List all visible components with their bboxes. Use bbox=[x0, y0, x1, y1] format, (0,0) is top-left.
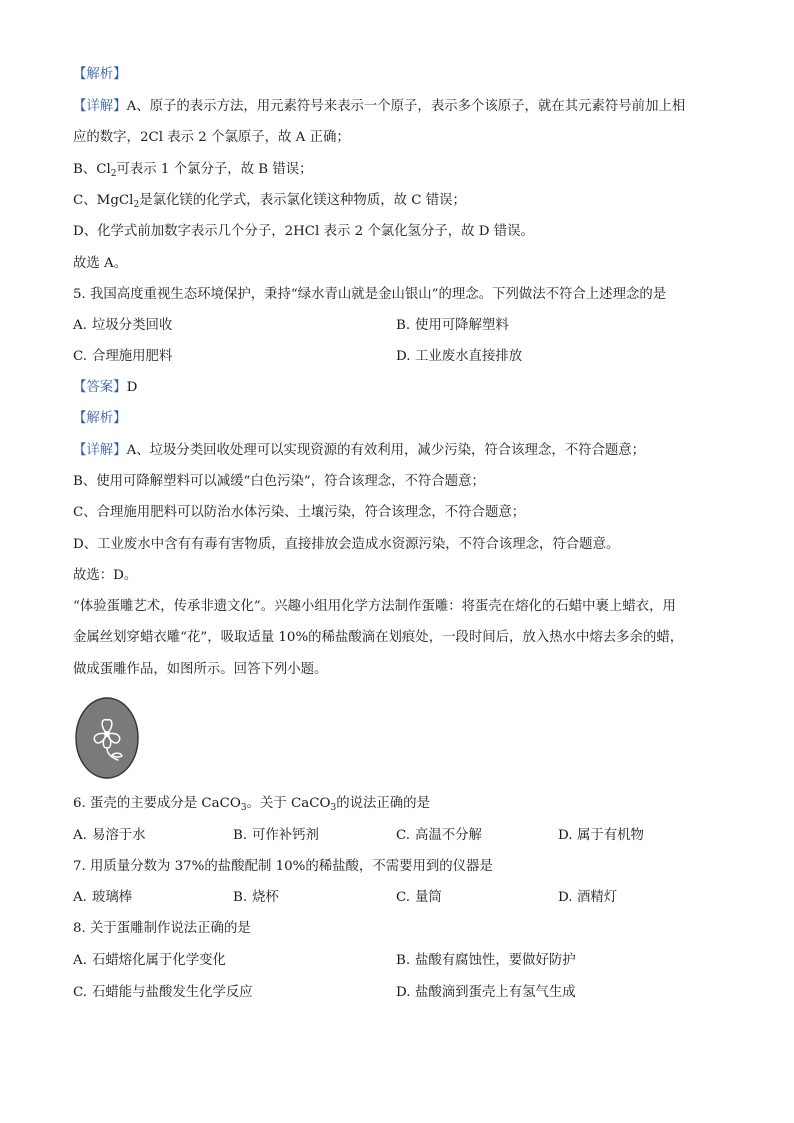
q5-detail-b: B、使用可降解塑料可以减缓“白色污染”，符合该理念，不符合题意； bbox=[73, 474, 485, 489]
analysis-label: 【解析】 bbox=[73, 67, 127, 82]
option-letter: B. bbox=[233, 890, 248, 905]
q5-option-d bbox=[396, 347, 522, 367]
q4-c-post: 是氯化镁的化学式，表示氯化镁这种物质，故 C 错误； bbox=[139, 193, 466, 208]
q6-option-b bbox=[233, 826, 319, 846]
q5-choose: 故选：D。 bbox=[73, 568, 138, 583]
option-letter: B. bbox=[396, 318, 411, 333]
option-letter: C. bbox=[73, 349, 88, 364]
egg-flower-icon bbox=[74, 696, 140, 780]
detail-label: 【详解】 bbox=[73, 99, 127, 114]
option-letter: D. bbox=[558, 828, 573, 843]
option-text: 量筒 bbox=[415, 890, 442, 905]
q8-option-a bbox=[73, 951, 226, 971]
q8-option-b bbox=[396, 951, 576, 971]
q7-option-a bbox=[73, 888, 132, 908]
option-text: 合理施用肥料 bbox=[92, 349, 173, 364]
q7-option-b bbox=[233, 888, 279, 908]
option-text: 易溶于水 bbox=[92, 828, 146, 843]
option-letter: C. bbox=[73, 985, 88, 1000]
option-text: 盐酸有腐蚀性，要做好防护 bbox=[415, 953, 576, 968]
option-letter: C. bbox=[396, 828, 411, 843]
q4-c-pre: C、MgCl bbox=[73, 193, 134, 208]
q4-c-sub: 2 bbox=[133, 200, 140, 210]
option-letter: A. bbox=[73, 318, 87, 333]
option-letter: B. bbox=[233, 828, 248, 843]
option-letter: A. bbox=[73, 828, 87, 843]
q4-detail-a-line2: 应的数字，2Cl 表示 2 个氯原子，故 A 正确； bbox=[73, 130, 350, 145]
q4-b-sub: 2 bbox=[110, 169, 117, 179]
q4-b-post: 可表示 1 个氯分子，故 B 错误； bbox=[116, 162, 313, 177]
option-text: 高温不分解 bbox=[415, 828, 482, 843]
q5-detail-a bbox=[73, 441, 734, 461]
option-letter: D. bbox=[558, 890, 573, 905]
q6-stem-post: 的说法正确的是 bbox=[336, 796, 430, 811]
passage-line1: “体验蛋雕艺术，传承非遗文化”。兴趣小组用化学方法制作蛋雕：将蛋壳在熔化的石蜡中裹上蜡衣，用 bbox=[73, 599, 676, 614]
q4-choose: 故选 A。 bbox=[73, 256, 128, 271]
option-letter: A. bbox=[73, 953, 87, 968]
q5-detail-d: D、工业废水中含有有毒有害物质，直接排放会造成水资源污染，不符合该理念，符合题意。 bbox=[73, 537, 620, 552]
q4-detail-b bbox=[73, 160, 734, 184]
answer-label: 【答案】 bbox=[73, 380, 127, 395]
q6-option-d bbox=[558, 826, 644, 846]
detail-label: 【详解】 bbox=[73, 443, 127, 458]
q4-detail-d: D、化学式前加数字表示几个分子，2HCl 表示 2 个氯化氢分子，故 D 错误。 bbox=[73, 224, 534, 239]
passage-line2: 金属丝划穿蜡衣雕“花”，吸取适量 10%的稀盐酸滴在划痕处，一段时间后，放入热水中熔去多余的蜡， bbox=[73, 630, 684, 645]
q7-option-c bbox=[396, 888, 442, 908]
q5-detail-c: C、合理施用肥料可以防治水体污染、土壤污染，符合该理念，不符合题意； bbox=[73, 505, 526, 520]
q7-option-d bbox=[558, 888, 617, 908]
option-text: 盐酸滴到蛋壳上有氢气生成 bbox=[415, 985, 576, 1000]
q6-option-a bbox=[73, 826, 146, 846]
q6-stem-mid: 。关于 CaCO bbox=[246, 796, 331, 811]
option-text: 垃圾分类回收 bbox=[92, 318, 173, 333]
option-text: 可作补钙剂 bbox=[252, 828, 319, 843]
q6-stem-pre: 6. 蛋壳的主要成分是 CaCO bbox=[73, 796, 241, 811]
q4-detail-a-text: A、原子的表示方法，用元素符号来表示一个原子，表示多个该原子，就在其元素符号前加上相 bbox=[126, 99, 686, 114]
q5-answer bbox=[73, 378, 734, 398]
q5-stem: 5. 我国高度重视生态环境保护，秉持“绿水青山就是金山银山”的理念。下列做法不符合上述理念的是 bbox=[73, 287, 667, 302]
q6-stem-sub: 3 bbox=[240, 803, 247, 813]
q6-stem-sub2: 3 bbox=[330, 803, 337, 813]
option-text: 工业废水直接排放 bbox=[415, 349, 523, 364]
option-text: 玻璃棒 bbox=[92, 890, 133, 905]
q6-stem bbox=[73, 794, 734, 818]
option-text: 烧杯 bbox=[252, 890, 279, 905]
option-letter: B. bbox=[396, 953, 411, 968]
option-letter: D. bbox=[396, 985, 411, 1000]
q8-option-c bbox=[73, 983, 253, 1003]
q6-option-c bbox=[396, 826, 482, 846]
passage-line3: 做成蛋雕作品，如图所示。回答下列小题。 bbox=[73, 662, 328, 677]
q4-b-pre: B、Cl bbox=[73, 162, 111, 177]
answer-value: D bbox=[126, 380, 138, 395]
option-text: 属于有机物 bbox=[577, 828, 644, 843]
option-text: 石蜡能与盐酸发生化学反应 bbox=[92, 985, 253, 1000]
q5-detail-a-text: A、垃圾分类回收处理可以实现资源的有效利用，减少污染，符合该理念，不符合题意； bbox=[126, 443, 646, 458]
q7-stem: 7. 用质量分数为 37%的盐酸配制 10%的稀盐酸，不需要用到的仪器是 bbox=[73, 859, 493, 874]
option-letter: D. bbox=[396, 349, 411, 364]
option-letter: A. bbox=[73, 890, 87, 905]
q5-analysis-label: 【解析】 bbox=[73, 411, 127, 426]
q5-option-a bbox=[73, 316, 172, 336]
option-text: 使用可降解塑料 bbox=[415, 318, 509, 333]
option-text: 石蜡熔化属于化学变化 bbox=[92, 953, 226, 968]
q8-stem: 8. 关于蛋雕制作说法正确的是 bbox=[73, 921, 251, 936]
q5-option-c bbox=[73, 347, 172, 367]
option-text: 酒精灯 bbox=[577, 890, 618, 905]
q4-detail-c bbox=[73, 191, 734, 215]
egg-carving-figure bbox=[74, 696, 140, 780]
q5-option-b bbox=[396, 316, 509, 336]
q8-option-d bbox=[396, 983, 576, 1003]
q4-detail-a-line1 bbox=[73, 97, 734, 117]
option-letter: C. bbox=[396, 890, 411, 905]
